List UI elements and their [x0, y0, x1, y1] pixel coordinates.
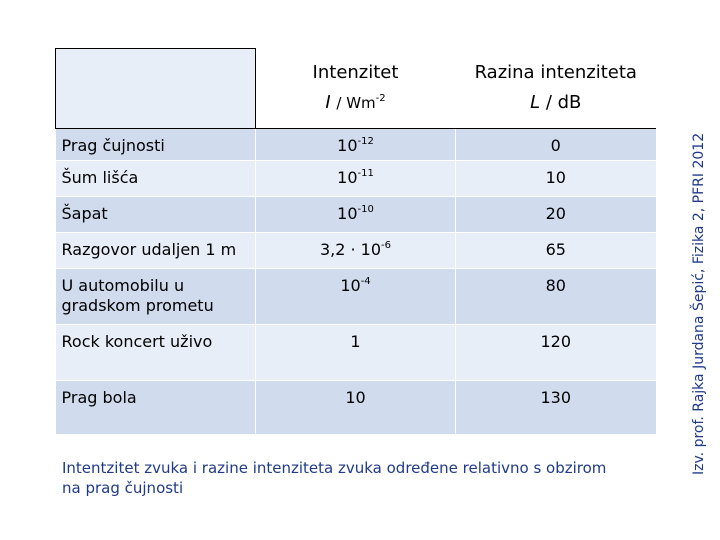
table-caption: Intentzitet zvuka i razine intenziteta zvuka određene relativno s obzirom na prag čujnosti	[62, 459, 607, 497]
header-intensity-unit	[262, 88, 449, 118]
table-row	[56, 269, 656, 325]
table-row	[56, 197, 656, 233]
intensity-unit-base: / Wm	[336, 94, 376, 113]
table-row	[56, 129, 656, 161]
row-level: 80	[456, 269, 656, 325]
intensity-exp: -6	[381, 240, 392, 251]
table-row	[56, 381, 656, 435]
row-intensity	[256, 325, 456, 381]
row-intensity	[256, 233, 456, 269]
intensity-base: 10	[337, 168, 358, 187]
table-row	[56, 325, 656, 381]
level-symbol: L	[530, 92, 541, 114]
row-level: 20	[456, 197, 656, 233]
intensity-table	[55, 48, 656, 435]
intensity-base: 1	[350, 332, 361, 351]
row-intensity	[256, 161, 456, 197]
intensity-base: 10	[345, 388, 366, 407]
header-level	[456, 49, 656, 129]
intensity-base: 10	[337, 204, 358, 223]
row-label: Prag bola	[56, 381, 256, 435]
row-label: U automobilu u gradskom prometu	[56, 269, 256, 325]
row-level: 65	[456, 233, 656, 269]
row-label: Rock koncert uživo	[56, 325, 256, 381]
row-intensity	[256, 129, 456, 161]
header-blank-cell	[56, 49, 256, 129]
header-level-title: Razina intenziteta	[474, 62, 637, 84]
intensity-symbol: I	[325, 92, 331, 114]
row-label: Šum lišća	[56, 161, 256, 197]
table-header-row	[56, 49, 656, 129]
row-label: Prag čujnosti	[56, 129, 256, 161]
intensity-unit-exp: -2	[375, 93, 386, 105]
row-level: 130	[456, 381, 656, 435]
intensity-base: 10	[340, 276, 361, 295]
header-level-unit	[462, 88, 650, 118]
intensity-exp: -12	[357, 136, 374, 147]
row-intensity	[256, 381, 456, 435]
row-level: 120	[456, 325, 656, 381]
row-label: Razgovor udaljen 1 m	[56, 233, 256, 269]
row-intensity	[256, 269, 456, 325]
table-row	[56, 233, 656, 269]
table-row	[56, 161, 656, 197]
intensity-base: 10	[337, 136, 358, 155]
row-label: Šapat	[56, 197, 256, 233]
row-intensity	[256, 197, 456, 233]
intensity-exp: -10	[357, 204, 374, 215]
level-unit: / dB	[545, 92, 582, 114]
side-credit: Izv. prof. Rajka Jurdana Šepić, Fizika 2, PFRI 2012	[691, 132, 707, 475]
header-intensity-title: Intenzitet	[312, 62, 399, 84]
row-level: 0	[456, 129, 656, 161]
intensity-exp: -4	[360, 276, 371, 287]
header-intensity	[256, 49, 456, 129]
intensity-base: 3,2 · 10	[319, 240, 382, 259]
row-level: 10	[456, 161, 656, 197]
intensity-exp: -11	[357, 168, 374, 179]
